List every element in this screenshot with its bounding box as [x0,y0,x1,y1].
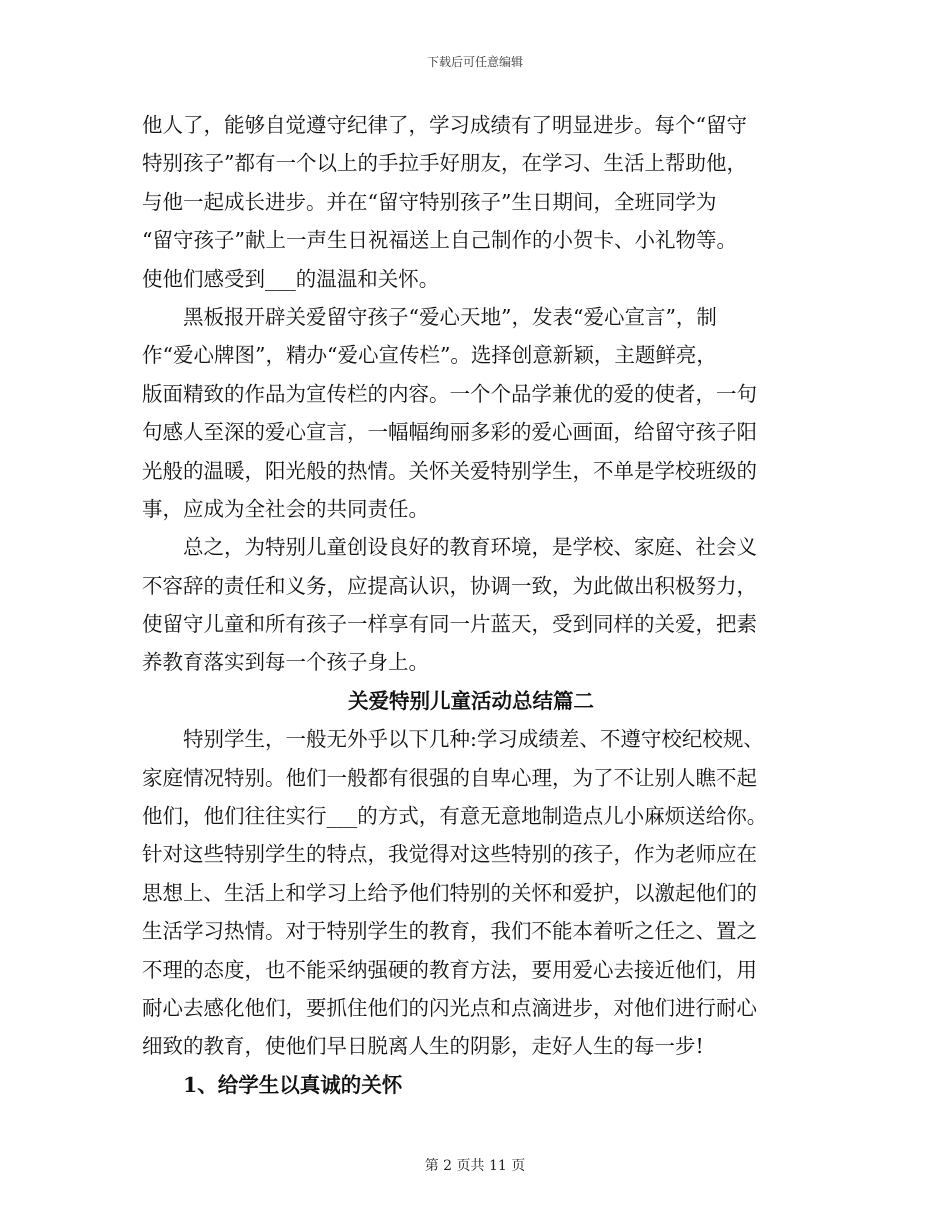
paragraph-line: 针对这些特别学生的特点，我觉得对这些特别的孩子，作为老师应在 [142,842,757,867]
paragraph-line: 光般的温暖，阳光般的热情。关怀关爱特别学生，不单是学校班级的 [142,458,757,483]
paragraph-line: 总之，为特别儿童创设良好的教育环境，是学校、家庭、社会义 [142,535,757,560]
paragraph-line: 使他们感受到___的温温和关怀。 [142,266,440,291]
page-footer: 第 2 页共 11 页 [424,1158,526,1174]
page-header: 下载后可任意编辑 [426,55,523,69]
paragraph-line: 细致的教育，使他们早日脱离人生的阴影，走好人生的每一步! [142,1034,704,1059]
paragraph-line: 生活学习热情。对于特别学生的教育，我们不能本着听之任之、置之 [142,919,757,944]
paragraph-line: 特别孩子”都有一个以上的手拉手好朋友，在学习、生活上帮助他， [142,151,747,176]
paragraph-line: 黑板报开辟关爱留守孩子“爱心天地”，发表“爱心宣言”，制 [142,304,717,329]
document-body [142,106,800,1104]
paragraph-line: 作“爱心牌图”，精办“爱心宣传栏”。选择创意新颖，主题鲜亮， [142,343,717,368]
paragraph-line: 家庭情况特别。他们一般都有很强的自卑心理，为了不让别人瞧不起 [142,765,757,790]
section-title: 关爱特别儿童活动总结篇二 [348,688,594,713]
paragraph-line: 句感人至深的爱心宣言，一幅幅绚丽多彩的爱心画面，给留守孩子阳 [142,420,757,445]
paragraph-line: 他们，他们往往实行___的方式，有意无意地制造点儿小麻烦送给你。 [142,804,768,829]
paragraph-line: 耐心去感化他们，要抓住他们的闪光点和点滴进步，对他们进行耐心 [142,995,757,1020]
paragraph-line: 不容辞的责任和义务，应提高认识，协调一致，为此做出积极努力， [142,573,757,598]
paragraph-line: 他人了，能够自觉遵守纪律了，学习成绩有了明显进步。每个“留守 [142,113,747,137]
paragraph-line: 使留守儿童和所有孩子一样享有同一片蓝天，受到同样的关爱，把素 [142,612,757,637]
paragraph-line: “留守孩子”献上一声生日祝福送上自己制作的小贺卡、小礼物等。 [142,228,737,253]
subheading: 1、给学生以真诚的关怀 [183,1072,403,1097]
paragraph-line: 养教育落实到每一个孩子身上。 [142,650,429,675]
paragraph-line: 思想上、生活上和学习上给予他们特别的关怀和爱护，以激起他们的 [142,880,757,905]
paragraph-line: 与他一起成长进步。并在“留守特别孩子”生日期间，全班同学为 [142,189,717,214]
paragraph-line: 不理的态度，也不能采纳强硬的教育方法，要用爱心去接近他们，用 [142,957,757,982]
paragraph-line: 特别学生，一般无外乎以下几种:学习成绩差、不遵守校纪校规、 [142,727,764,752]
paragraph-line: 事，应成为全社会的共同责任。 [142,496,429,521]
paragraph-line: 版面精致的作品为宣传栏的内容。一个个品学兼优的爱的使者，一句 [142,381,757,406]
